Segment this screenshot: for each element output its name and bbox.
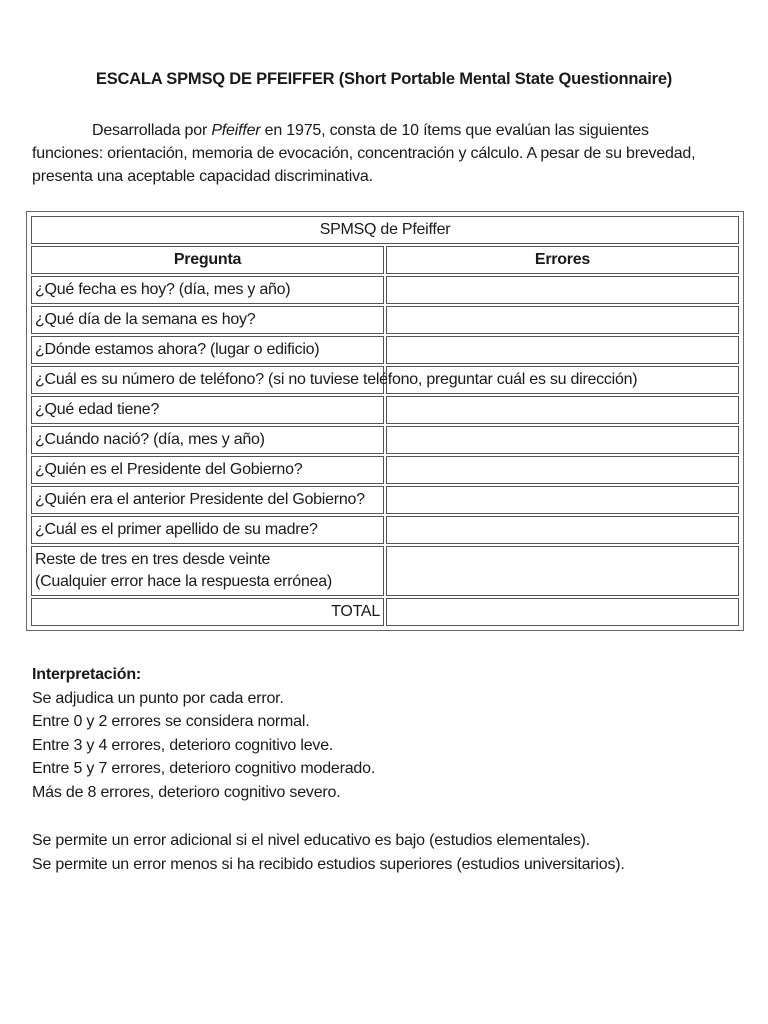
document-title: ESCALA SPMSQ DE PFEIFFER (Short Portable Mental State Questionnaire) [95, 70, 673, 88]
note-line: Se permite un error adicional si el nivel educativo es bajo (estudios elementales). [32, 832, 590, 849]
table-row [31, 516, 739, 544]
errors-cell [386, 456, 739, 484]
errors-cell [386, 336, 739, 364]
total-errors-cell [386, 598, 739, 626]
total-label: TOTAL [31, 598, 384, 626]
interpretation-line: Entre 5 y 7 errores, deterioro cognitivo moderado. [32, 760, 376, 777]
table-row [31, 366, 739, 394]
question-cell: ¿Qué día de la semana es hoy? [31, 306, 384, 334]
spmsq-table [26, 211, 744, 631]
question-cell: ¿Dónde estamos ahora? (lugar o edificio) [31, 336, 384, 364]
errors-cell [386, 426, 739, 454]
question-cell: ¿Cuál es el primer apellido de su madre? [31, 516, 384, 544]
interpretation-section [32, 663, 742, 804]
intro-author: Pfeiffer [211, 122, 261, 139]
errors-cell [386, 516, 739, 544]
table-row [31, 486, 739, 514]
errors-cell [386, 486, 739, 514]
intro-line-2: funciones: orientación, memoria de evocación, concentración y cálculo. A pesar de su brevedad, [32, 145, 696, 162]
question-cell: ¿Cuál es su número de teléfono? (si no tuviese teléfono, preguntar cuál es su dirección) [31, 366, 384, 394]
table-row [31, 276, 739, 304]
intro-line-3: presenta una aceptable capacidad discriminativa. [32, 168, 373, 185]
intro-after-author: en 1975, consta de 10 ítems que evalúan las siguientes [260, 122, 649, 139]
question-cell: ¿Cuándo nació? (día, mes y año) [31, 426, 384, 454]
table-row [31, 546, 739, 596]
question-cell: ¿Quién es el Presidente del Gobierno? [31, 456, 384, 484]
interpretation-line: Entre 0 y 2 errores se considera normal. [32, 713, 310, 730]
intro-paragraph [32, 119, 742, 188]
question-cell: ¿Qué fecha es hoy? (día, mes y año) [31, 276, 384, 304]
interpretation-heading: Interpretación: [32, 666, 142, 683]
errors-cell [386, 546, 739, 596]
table-row [31, 306, 739, 334]
subtraction-line-1: Reste de tres en tres desde veinte [35, 551, 271, 568]
question-cell-subtraction [31, 546, 384, 596]
note-line: Se permite un error menos si ha recibido estudios superiores (estudios universitarios). [32, 855, 625, 873]
table-row [31, 396, 739, 424]
errors-cell [386, 306, 739, 334]
notes-section [32, 829, 742, 876]
errors-cell [386, 396, 739, 424]
interpretation-line: Entre 3 y 4 errores, deterioro cognitivo leve. [32, 736, 334, 754]
column-header-errors: Errores [386, 246, 739, 274]
intro-line-1 [32, 119, 742, 142]
question-cell: ¿Quién era el anterior Presidente del Gobierno? [31, 486, 384, 514]
question-cell: ¿Qué edad tiene? [31, 396, 384, 424]
intro-before-author: Desarrollada por [92, 122, 212, 139]
total-row [31, 598, 739, 626]
errors-cell [386, 276, 739, 304]
subtraction-line-2: (Cualquier error hace la respuesta errónea) [35, 573, 332, 590]
table-caption: SPMSQ de Pfeiffer [31, 216, 739, 244]
table-row [31, 426, 739, 454]
table-row [31, 456, 739, 484]
interpretation-line: Se adjudica un punto por cada error. [32, 689, 284, 707]
column-header-question: Pregunta [31, 246, 384, 274]
interpretation-line: Más de 8 errores, deterioro cognitivo severo. [32, 783, 341, 801]
table-row [31, 336, 739, 364]
